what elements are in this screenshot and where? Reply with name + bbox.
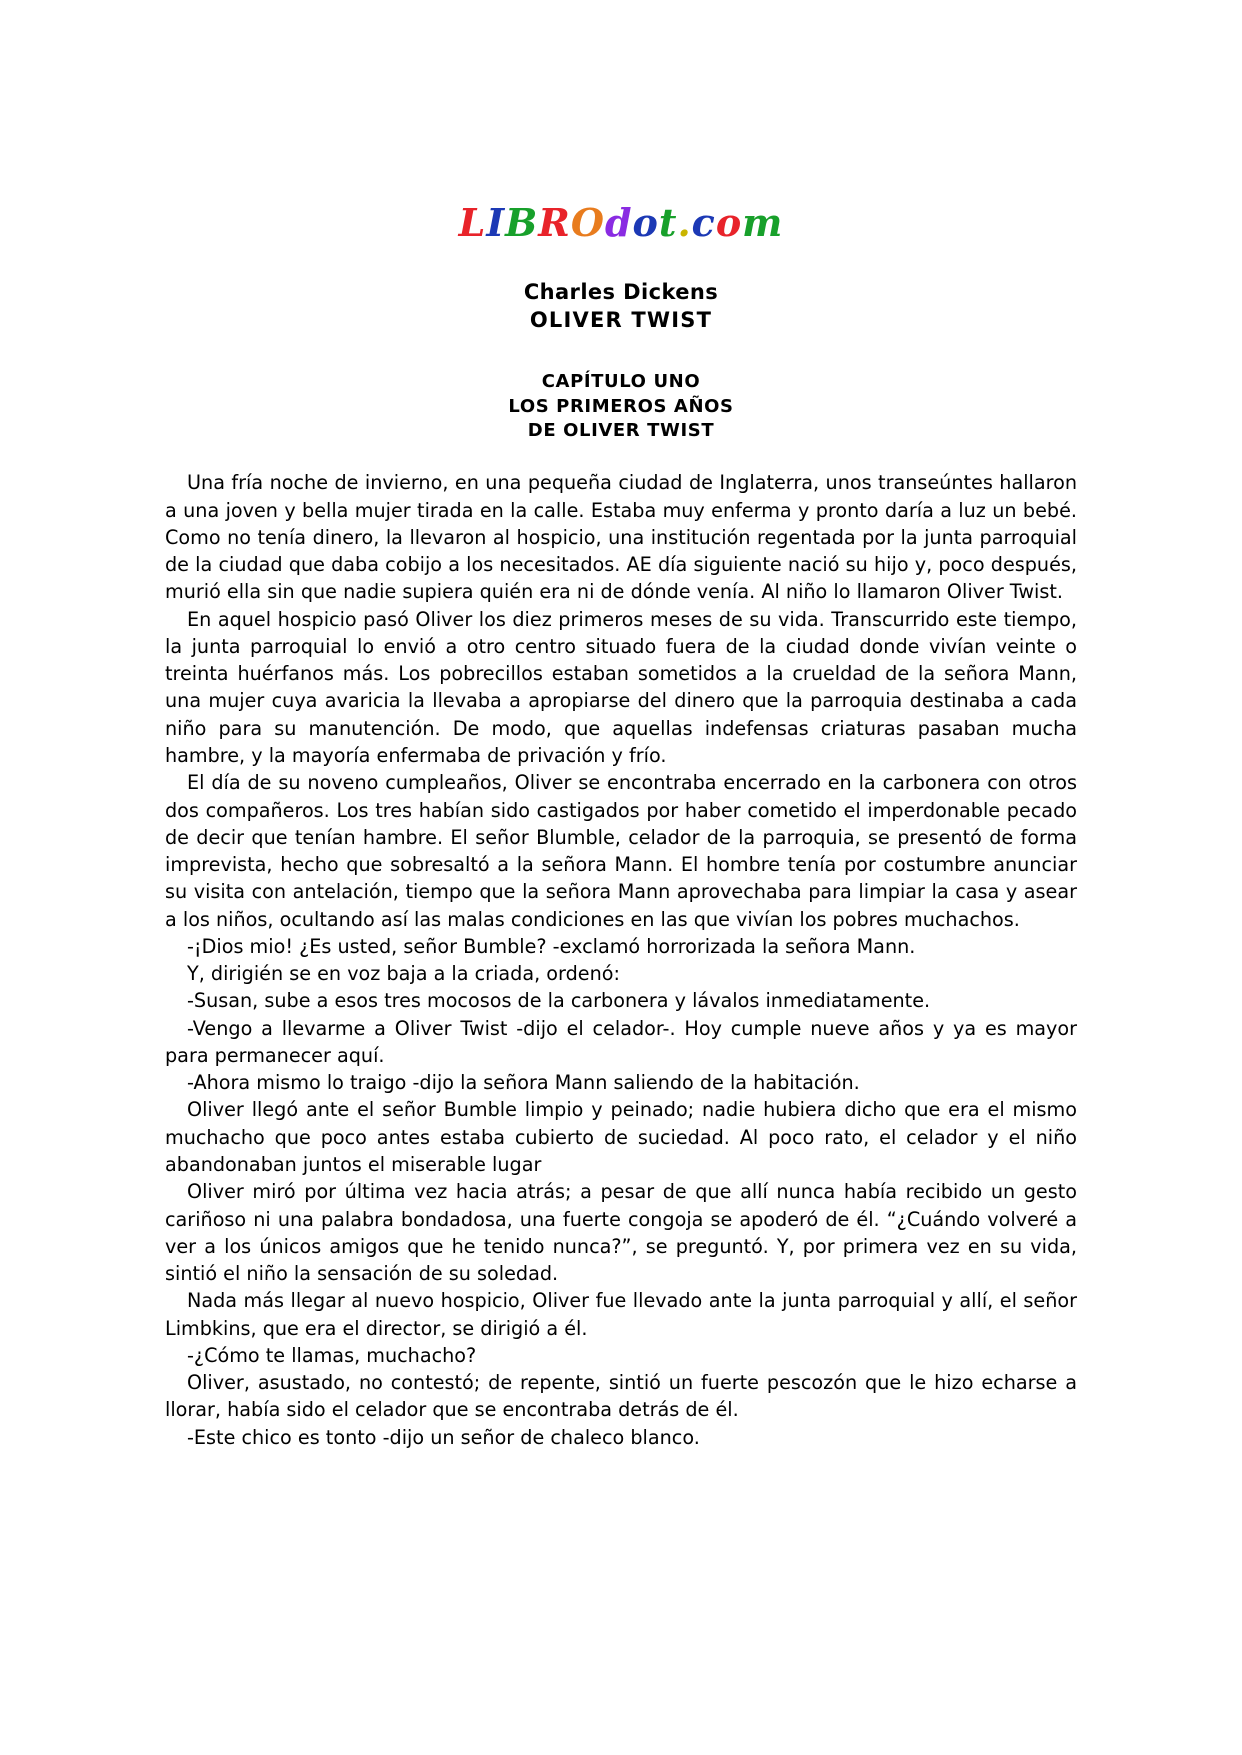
logo-letter-d: d [604, 200, 633, 245]
paragraph: -Este chico es tonto -dijo un señor de chaleco blanco. [187, 1425, 700, 1449]
logo-letter-o3: o [715, 200, 743, 245]
logo-letter-c: c [691, 200, 716, 245]
title-block [165, 279, 1077, 334]
logo-letter-t: t [658, 200, 678, 245]
chapter-number: CAPÍTULO UNO [541, 371, 701, 393]
logo-letter-i: I [486, 200, 506, 245]
paragraph: -Vengo a llevarme a Oliver Twist -dijo el celador-. Hoy cumple nueve años y ya es mayor para permanecer aquí. [165, 1016, 1077, 1067]
logo-letter-m: m [742, 200, 784, 245]
paragraph: -¿Cómo te llamas, muchacho? [187, 1343, 477, 1367]
paragraph: -Susan, sube a esos tres mocosos de la carbonera y lávalos inmediatamente. [187, 989, 931, 1013]
paragraph: En aquel hospicio pasó Oliver los diez primeros meses de su vida. Transcurrido este tiempo, la junta parroquial lo envió a otro centro situado fuera de la ciudad donde vivían veinte o treinta huérfanos más. Los pobrecillos estaban sometidos a la crueldad de la señora Mann, una mujer cuya avaricia la llevaba a apropiarse del dinero que la parroquia destinaba a cada niño para su manutención. De modo, que aquellas indefensas criaturas pasaban mucha hambre, y la mayoría enfermaba de privación y frío. [165, 607, 1077, 767]
logo-letter-dot: . [677, 200, 692, 245]
paragraph: -¡Dios mio! ¿Es usted, señor Bumble? -exclamó horrorizada la señora Mann. [187, 934, 916, 958]
chapter-title-line1: LOS PRIMEROS AÑOS [508, 395, 734, 417]
logo-letter-b: B [505, 200, 539, 245]
logo-letter-r: R [538, 200, 571, 245]
paragraph: El día de su noveno cumpleaños, Oliver se encontraba encerrado en la carbonera con otros dos compañeros. Los tres habían sido castigados por haber cometido el imperdonable pecado de decir que tenían hambre. El señor Blumble, celador de la parroquia, se presentó de forma imprevista, hecho que sobresaltó a la señora Mann. El hombre tenía por costumbre anunciar su visita con antelación, tiempo que la señora Mann aprovechaba para limpiar la casa y asear a los niños, ocultando así las malas condiciones en las que vivían los pobres muchachos. [165, 771, 1077, 931]
chapter-heading [165, 370, 1077, 443]
body-text [165, 469, 1077, 1451]
paragraph: Nada más llegar al nuevo hospicio, Oliver fue llevado ante la junta parroquial y allí, el señor Limbkins, que era el director, se dirigió a él. [165, 1289, 1077, 1340]
paragraph: Oliver llegó ante el señor Bumble limpio y peinado; nadie hubiera dicho que era el mismo muchacho que poco antes estaba cubierto de suciedad. Al poco rato, el celador y el niño abandonaban juntos el miserable lugar [165, 1098, 1077, 1176]
paragraph: Una fría noche de invierno, en una pequeña ciudad de Inglaterra, unos transeúntes hallaron a una joven y bella mujer tirada en la calle. Estaba muy enferma y pronto daría a luz un bebé. Como no tenía dinero, la llevaron al hospicio, una institución regentada por la junta parroquial de la ciudad que daba cobijo a los necesitados. AE día siguiente nació su hijo y, poco después, murió ella sin que nadie supiera quién era ni de dónde venía. Al niño lo llamaron Oliver Twist. [165, 471, 1077, 604]
logo-letter-l: L [458, 200, 487, 245]
book-title: OLIVER TWIST [529, 307, 713, 332]
paragraph: Oliver miró por última vez hacia atrás; a pesar de que allí nunca había recibido un gesto cariñoso ni una palabra bondadosa, una fuerte congoja se apoderó de él. “¿Cuándo volveré a ver a los únicos amigos que he tenido nunca?”, se preguntó. Y, por primera vez en su vida, sintió el niño la sensación de su soledad. [165, 1180, 1077, 1286]
chapter-title-line2: DE OLIVER TWIST [527, 420, 715, 442]
author-name: Charles Dickens [523, 280, 719, 304]
librodot-logo [165, 200, 1077, 245]
logo-letter-o: O [570, 200, 605, 245]
logo-letter-o2: o [632, 200, 659, 245]
paragraph: -Ahora mismo lo traigo -dijo la señora Mann saliendo de la habitación. [187, 1071, 860, 1095]
paragraph: Oliver, asustado, no contestó; de repente, sintió un fuerte pescozón que le hizo echarse a llorar, había sido el celador que se encontraba detrás de él. [165, 1371, 1077, 1422]
paragraph: Y, dirigién se en voz baja a la criada, ordenó: [187, 962, 620, 986]
